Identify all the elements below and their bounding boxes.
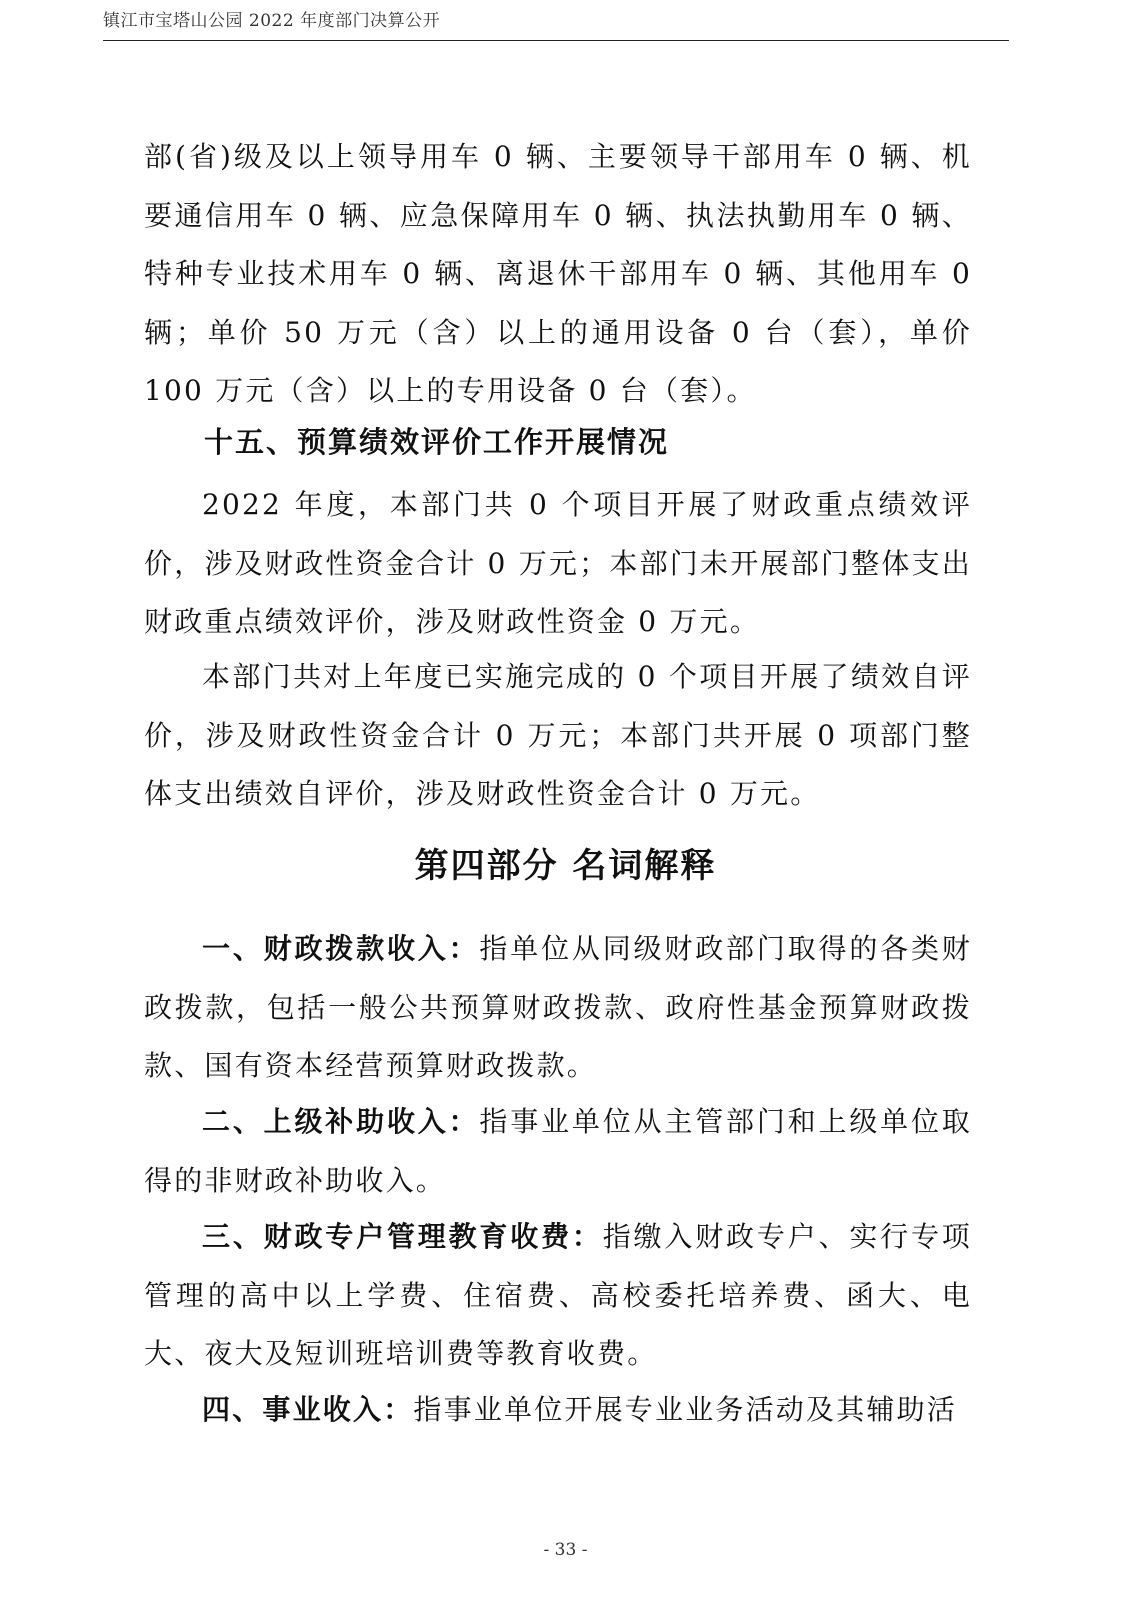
performance-evaluation-paragraph-1: 2022 年度，本部门共 0 个项目开展了财政重点绩效评价，涉及财政性资金合计 0 万元；本部门未开展部门整体支出财政重点绩效评价，涉及财政性资金 0 万元。 [144,488,972,639]
definition-term: 二、上级补助收入： [202,1105,480,1138]
performance-evaluation-paragraph-2: 本部门共对上年度已实施完成的 0 个项目开展了绩效自评价，涉及财政性资金合计 0 万元；本部门共开展 0 项部门整体支出绩效自评价，涉及财政性资金合计 0 万元。 [144,660,972,811]
definition-institution-income [144,1381,972,1440]
definition-text: 指事业单位从主管部门和上级单位取得的非财政补助收入。 [144,1105,972,1197]
definition-superior-subsidy-income [144,1093,972,1210]
vehicle-equipment-paragraph: 部(省)级及以上领导用车 0 辆、主要领导干部用车 0 辆、机要通信用车 0 辆、应急保障用车 0 辆、执法执勤用车 0 辆、特种专业技术用车 0 辆、离退休干部用车 0 辆、其他用车 0 辆；单价 50 万元（含）以上的通用设备 0 台（套），单价 100 万元（含）以上的专用设备 0 台（套）。 [144,140,972,408]
definition-text: 指缴入财政专户、实行专项管理的高中以上学费、住宿费、高校委托培养费、函大、电大、夜大及短训班培训费等教育收费。 [144,1220,972,1371]
definition-term: 四、事业收入： [202,1393,414,1426]
part-4-title: 第四部分 名词解释 [414,846,717,886]
definition-term: 三、财政专户管理教育收费： [202,1220,603,1253]
definition-text: 指事业单位开展专业业务活动及其辅助活 [413,1393,958,1426]
definition-term: 一、财政拨款收入： [202,932,480,965]
page-number: - 33 - [543,1540,588,1560]
document-header: 镇江市宝塔山公园 2022 年度部门决算公开 [103,11,441,31]
definition-text: 指单位从同级财政部门取得的各类财政拨款，包括一般公共预算财政拨款、政府性基金预算财政拨款、国有资本经营预算财政拨款。 [144,932,972,1083]
section-15-heading: 十五、预算绩效评价工作开展情况 [204,425,670,459]
definition-fiscal-appropriation-income [144,920,972,1096]
header-divider [103,40,1009,41]
definition-education-fee-special-account [144,1208,972,1384]
